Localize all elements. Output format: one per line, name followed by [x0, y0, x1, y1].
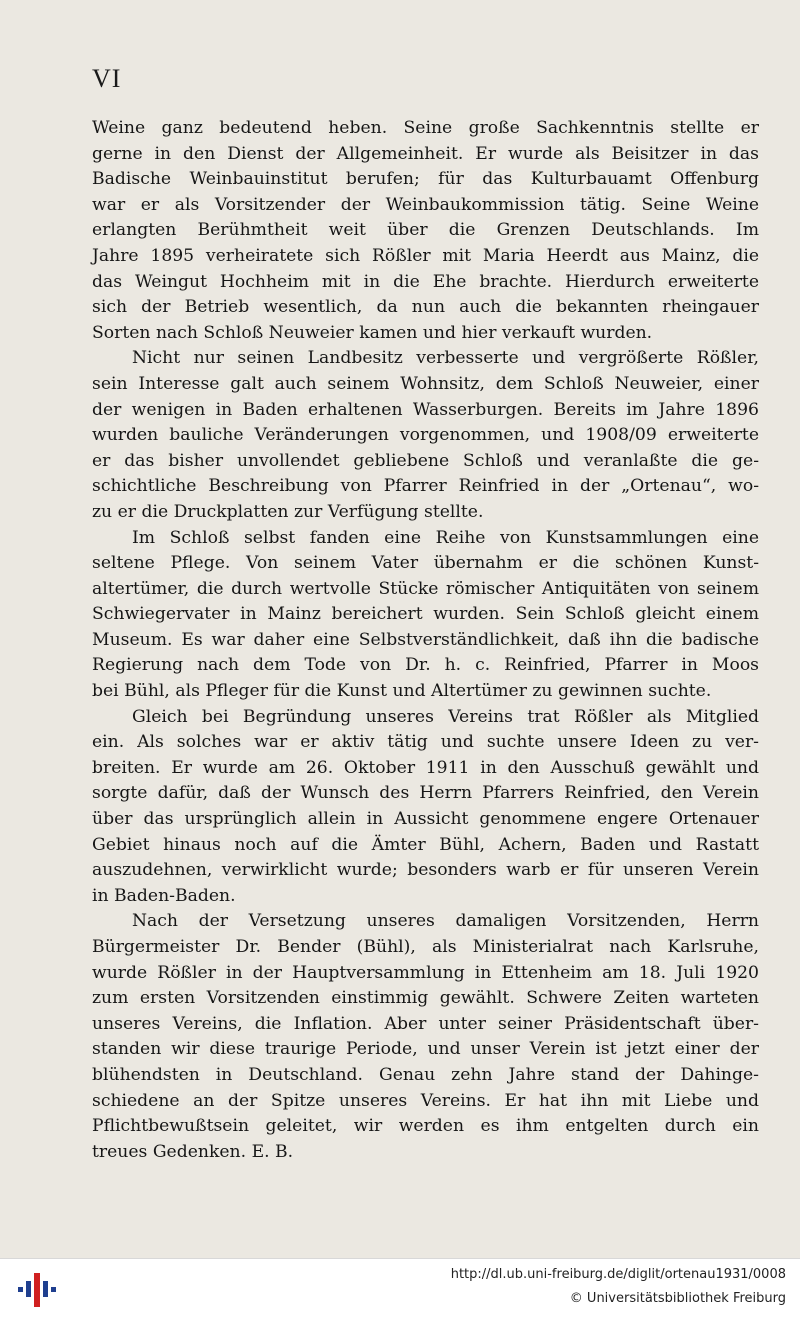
text-line: Gleich bei Begründung unseres Vereins trat Rößler als Mitglied [132, 706, 759, 727]
page-number: VI [92, 64, 122, 93]
text-line: breiten. Er wurde am 26. Oktober 1911 in den Ausschuß gewählt und [92, 757, 759, 778]
text-line: Pflichtbewußtsein geleitet, wir werden es ihm entgelten durch ein [92, 1116, 759, 1137]
text-line: Bürgermeister Dr. Bender (Bühl), als Ministerialrat nach Karlsruhe, [92, 937, 759, 957]
text-line: zum ersten Vorsitzenden einstimmig gewählt. Schwere Zeiten warteten [92, 988, 759, 1009]
article-body [92, 116, 759, 1165]
text-line: Regierung nach dem Tode von Dr. h. c. Reinfried, Pfarrer in Moos [92, 655, 759, 676]
closing-line [92, 1140, 759, 1166]
text-line: Museum. Es war daher eine Selbstverständlichkeit, daß ihn die badische [92, 629, 759, 650]
text-line: schiedene an der Spitze unseres Vereins. Er hat ihn mit Liebe und [92, 1090, 759, 1111]
text-line: Nach der Versetzung unseres damaligen Vorsitzenden, Herrn [132, 911, 759, 932]
text-line: altertümer, die durch wertvolle Stücke römischer Antiquitäten von seinem [92, 578, 759, 599]
paragraph-2 [92, 346, 759, 525]
footer-bar [0, 1258, 800, 1317]
text-line: Badische Weinbauinstitut berufen; für das Kulturbauamt Offenburg [92, 169, 759, 190]
text-line: unseres Vereins, die Inflation. Aber unter seiner Präsidentschaft über- [92, 1013, 759, 1034]
text-line: war er als Vorsitzender der Weinbaukommission tätig. Seine Weine [92, 194, 759, 215]
text-line: schichtliche Beschreibung von Pfarrer Reinfried in der „Ortenau“, wo- [92, 476, 759, 497]
university-library-logo-icon [16, 1269, 60, 1309]
text-line: wurden bauliche Veränderungen vorgenommen, und 1908/09 erweiterte [92, 425, 759, 446]
text-line: zu er die Druckplatten zur Verfügung stellte. [92, 501, 484, 522]
text-line: er das bisher unvollendet gebliebene Schloß und veranlaßte die ge- [92, 450, 759, 471]
author-signature: E. B. [251, 1141, 294, 1162]
text-line: auszudehnen, verwirklicht wurde; besonders warb er für unseren Verein [92, 860, 759, 881]
text-line: Sorten nach Schloß Neuweier kamen und hier verkauft wurden. [92, 322, 653, 343]
text-line: das Weingut Hochheim mit in die Ehe brachte. Hierdurch erweiterte [92, 271, 759, 292]
text-line: Nicht nur seinen Landbesitz verbesserte und vergrößerte Rößler, [132, 348, 759, 369]
text-line: der wenigen in Baden erhaltenen Wasserburgen. Bereits im Jahre 1896 [92, 399, 759, 420]
text-line: Jahre 1895 verheiratete sich Rößler mit Maria Heerdt aus Mainz, die [92, 245, 759, 266]
text-line: standen wir diese traurige Periode, und unser Verein ist jetzt einer der [92, 1039, 759, 1060]
text-line: gerne in den Dienst der Allgemeinheit. Er wurde als Beisitzer in das [92, 143, 759, 164]
text-line: ein. Als solches war er aktiv tätig und suchte unsere Ideen zu ver- [92, 732, 759, 753]
text-line: Gebiet hinaus noch auf die Ämter Bühl, Achern, Baden und Rastatt [92, 834, 759, 855]
text-line: Schwiegervater in Mainz bereichert wurden. Sein Schloß gleicht einem [92, 604, 759, 625]
text-line: wurde Rößler in der Hauptversammlung in Ettenheim am 18. Juli 1920 [92, 962, 759, 983]
copyright-notice: © Universitätsbibliothek Freiburg [569, 1291, 786, 1306]
paragraph-4 [92, 705, 759, 910]
text-line: sein Interesse galt auch seinem Wohnsitz, dem Schloß Neuweier, einer [92, 373, 759, 394]
text-line: seltene Pflege. Von seinem Vater übernahm er die schönen Kunst- [92, 553, 759, 574]
text-line: erlangten Berühmtheit weit über die Grenzen Deutschlands. Im [92, 220, 759, 241]
text-line: sich der Betrieb wesentlich, da nun auch die bekannten rheingauer [92, 297, 759, 318]
paragraph-1 [92, 116, 759, 346]
closing-text: treues Gedenken. [92, 1141, 247, 1162]
paragraph-3 [92, 526, 759, 705]
text-line: sorgte dafür, daß der Wunsch des Herrn Pfarrers Reinfried, den Verein [92, 783, 759, 804]
text-line: bei Bühl, als Pfleger für die Kunst und Altertümer zu gewinnen suchte. [92, 681, 712, 702]
paragraph-5 [92, 909, 759, 1165]
text-line: Im Schloß selbst fanden eine Reihe von Kunstsammlungen eine [132, 527, 759, 548]
text-line: in Baden-Baden. [92, 885, 236, 906]
text-line: Weine ganz bedeutend heben. Seine große Sachkenntnis stellte er [92, 118, 759, 138]
text-line: blühendsten in Deutschland. Genau zehn Jahre stand der Dahinge- [92, 1064, 759, 1085]
text-line: über das ursprünglich allein in Aussicht genommene engere Ortenauer [92, 809, 759, 830]
source-url-link[interactable]: http://dl.ub.uni-freiburg.de/diglit/ortenau1931/0008 [450, 1267, 786, 1282]
